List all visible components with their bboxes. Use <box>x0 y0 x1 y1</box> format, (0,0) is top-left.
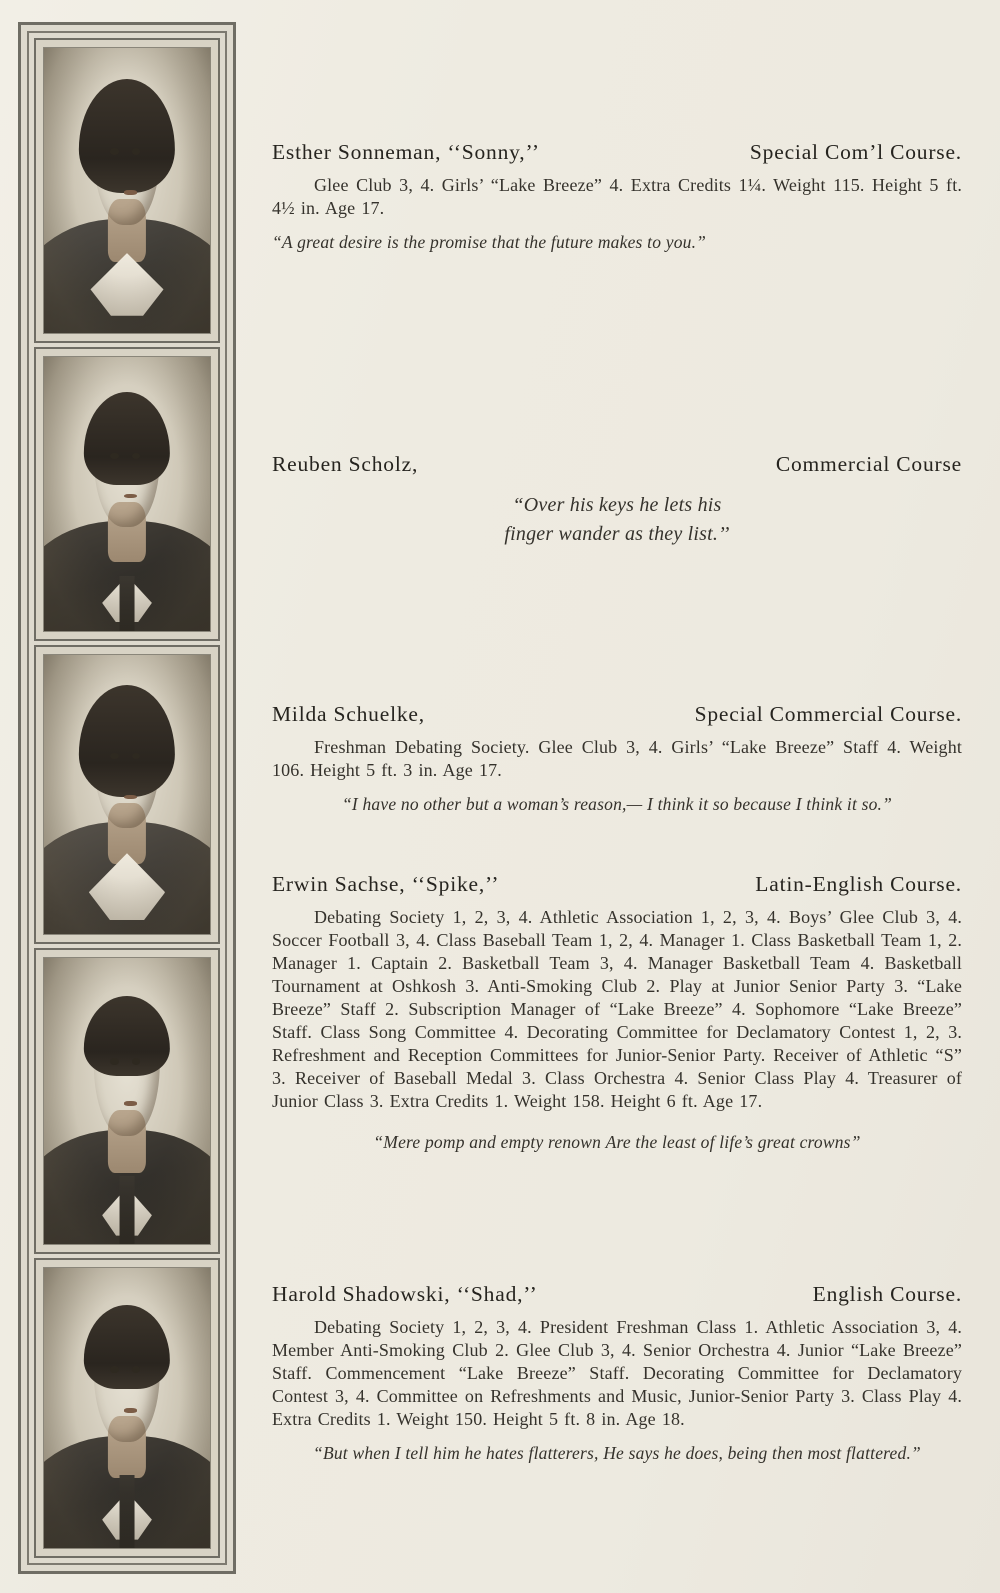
quote-line: I think it so because I think it so.” <box>646 794 893 815</box>
quote-line: “I have no other but a woman’s reason,— <box>341 794 643 815</box>
photo-frame <box>43 47 211 334</box>
portrait-milda-schuelke <box>44 655 210 935</box>
student-quote <box>272 1442 962 1465</box>
student-course: Special Commercial Course. <box>694 702 962 726</box>
photo-frame <box>43 356 211 632</box>
student-course: Commercial Course <box>775 452 962 476</box>
quote-line: Are the least of life’s great crowns” <box>605 1132 861 1153</box>
quote-line: “A great desire is the promise that the future makes to you.” <box>272 232 707 253</box>
entry-header <box>272 702 962 727</box>
student-activities: Debating Society 1, 2, 3, 4. Athletic Association 1, 2, 3, 4. Boys’ Glee Club 3, 4. Soccer Football 3, 4. Class Baseball Team 1, 2, 4. Manager 1. Class Basketball Team 1, 2. Manager 1. Captain 2. Basketball Team 3, 4. Manager Basketball Team 4. Basketball Tournament at Oshkosh 3. Anti-Smoking Club 2. Play at Junior Senior Party 3. “Lake Breeze” Staff 2. Subscription Manager of “Lake Breeze” 4. Sophomore “Lake Breeze” Staff. Class Song Committee 4. Decorating Committee for Declamatory Contest 1, 2, 3. Refreshment and Reception Committees for Junior-Senior Party. Receiver of Athletic “S” 3. Receiver of Baseball Medal 3. Class Orchestra 4. Senior Class Play 4. Treasurer of Junior Class 3. Extra Credits 1. Weight 158. Height 6 ft. Age 17. <box>272 907 962 1112</box>
entry-header <box>272 140 962 165</box>
entry-header <box>272 872 962 897</box>
portrait-erwin-sachse <box>44 958 210 1244</box>
photo-frame <box>43 957 211 1245</box>
portrait-esther-sonneman <box>44 48 210 333</box>
photo-frame <box>43 1267 211 1549</box>
student-quote <box>272 793 962 816</box>
photo-strip <box>18 22 236 1574</box>
entries-column <box>272 0 962 1593</box>
photo-strip-inner-border <box>27 31 227 1565</box>
portrait-reuben-scholz <box>44 357 210 631</box>
student-name: Reuben Scholz, <box>272 452 419 476</box>
student-name: Erwin Sachse, ‘‘Spike,’’ <box>272 872 500 896</box>
student-course: Special Com’l Course. <box>749 140 962 164</box>
photo-cell-erwin-sachse <box>34 948 220 1254</box>
senior-entry-harold-shadowski <box>272 1282 962 1465</box>
student-activities: Debating Society 1, 2, 3, 4. President Freshman Class 1. Athletic Association 3, 4. Member Anti-Smoking Club 2. Glee Club 3, 4. Senior Orchestra 4. Junior “Lake Breeze” Staff. Commencement “Lake Breeze” Staff. Decorating Committee for Declamatory Contest 3, 4. Committee on Refreshments and Music, Junior-Senior Party 3. Class Play 4. Extra Credits 1. Weight 150. Height 5 ft. 8 in. Age 18. <box>272 1317 962 1430</box>
quote-line: finger wander as they list.’’ <box>504 523 730 545</box>
entry-header <box>272 452 962 477</box>
senior-entry-esther-sonneman <box>272 140 962 254</box>
student-course: English Course. <box>812 1282 962 1306</box>
student-activities: Freshman Debating Society. Glee Club 3, 4. Girls’ “Lake Breeze” Staff 4. Weight 106. Height 5 ft. 3 in. Age 17. <box>272 737 962 781</box>
photo-cell-harold-shadowski <box>34 1258 220 1558</box>
senior-entry-erwin-sachse <box>272 872 962 1154</box>
photo-cell-reuben-scholz <box>34 347 220 641</box>
photo-cell-milda-schuelke <box>34 645 220 945</box>
portrait-harold-shadowski <box>44 1268 210 1548</box>
photo-frame <box>43 654 211 936</box>
student-quote <box>272 1131 962 1154</box>
senior-entry-reuben-scholz <box>272 452 962 549</box>
quote-line: “But when I tell him he hates flatterers, <box>313 1443 599 1464</box>
senior-entry-milda-schuelke <box>272 702 962 816</box>
quote-line: “Mere pomp and empty renown <box>373 1132 602 1153</box>
student-name: Harold Shadowski, ‘‘Shad,’’ <box>272 1282 538 1306</box>
student-activities: Glee Club 3, 4. Girls’ “Lake Breeze” 4. Extra Credits 1¼. Weight 115. Height 5 ft. 4½ in. Age 17. <box>272 175 962 219</box>
photo-cell-esther-sonneman <box>34 38 220 343</box>
quote-line: He says he does, being then most flattered.” <box>603 1443 921 1464</box>
quote-line: “Over his keys he lets his <box>512 494 722 516</box>
student-quote <box>272 231 962 254</box>
student-name: Milda Schuelke, <box>272 702 425 726</box>
student-course: Latin-English Course. <box>755 872 962 896</box>
student-name: Esther Sonneman, ‘‘Sonny,’’ <box>272 140 540 164</box>
entry-header <box>272 1282 962 1307</box>
student-quote <box>272 491 962 549</box>
